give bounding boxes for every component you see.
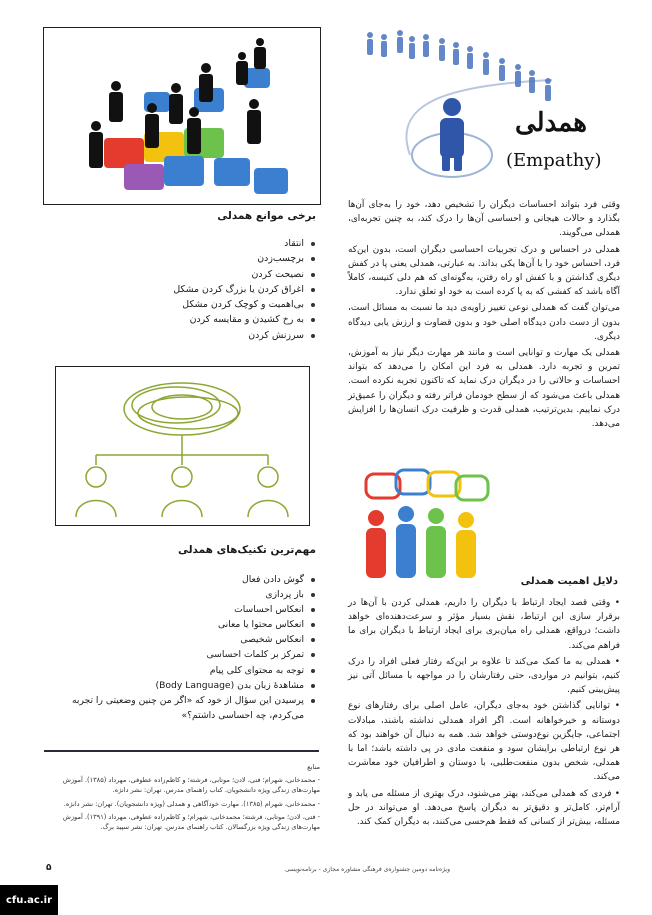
reference-item: - محمدخانی، شهرام؛ فتی، لادن؛ موتابی، فرشته؛ و کاظم‌زاده عطوفی، مهرداد (۱۳۸۵). آموزش مهارت‌های زندگی ویژه دانشجویان. کتاب راهنمای مدرس. تهران: نشر دانژه. (62, 776, 320, 795)
reason-paragraph: • فردی که همدلی می‌کند، بهتر می‌شنود، درک بهتری از مسئله می یابد و آرام‌تر، کامل‌تر و دقیق‌تر به دیگران پاسخ می‌دهد. او می‌تواند در حل مسئله، بیش‌تر از کسانی که فقط هم‌حسی می‌کنند، به دیگران کمک کند. (348, 788, 620, 828)
intro-text (348, 198, 620, 433)
list-item: انعکاس احساسات (44, 602, 316, 617)
page-number: ۵ (46, 863, 52, 873)
list-item: مشاهدهٔ زبان بدن (Body Language) (44, 678, 316, 693)
list-item: پرسیدن این سؤال از خود که «اگر من چنین وضعیتی را تجربه می‌کردم، چه احساسی داشتم؟» (44, 693, 316, 723)
reasons-heading: دلایل اهمیت همدلی (520, 576, 618, 587)
reasons-text (348, 596, 620, 831)
reason-paragraph: • همدلی به ما کمک می‌کند تا علاوه بر این‌که رفتار فعلی افراد را درک کنیم، بتوانیم در مواردی، حتی رفتارشان را در مواجهه با مسائل آتی نیز پیش‌بینی کنیم. (348, 656, 620, 696)
list-item: توجه به محتوای کلی پیام (44, 663, 316, 678)
page-title: همدلی (515, 108, 587, 138)
list-item: انعکاس شخیصی (44, 632, 316, 647)
list-item: گوش دادن فعال (44, 572, 316, 587)
list-item: نصیحت کردن (100, 267, 316, 282)
list-item: اغراق کردن یا بزرگ کردن مشکل (100, 282, 316, 297)
intro-paragraph: همدلی در احساس و درک تجربیات احساسی دیگران است، بدون این‌که فرد، احساس خود را با آن‌ها یکی بداند. به عبارتی، همدلی یعنی پا در کفش دیگری گذاشتن و با کفش او راه رفتن، به‌گونه‌ای که هم دلی کنیسه، کاملاً آگاه باشد که کفشی که به پا کرده است به خود او تعلق ندارد. (348, 244, 620, 298)
reference-item: - محمدخانی، شهرام (۱۳۸۵). مهارت خودآگاهی و همدلی (ویژه دانشجویان). تهران: نشر دانژه. (63, 799, 320, 808)
footer-text: ویژه‌نامه دومین جشنواره‌ی فرهنگی مشاوره مجازی - برنامه‌نویسی (284, 866, 450, 873)
list-item: بی‌اهمیت و کوچک کردن مشکل (100, 297, 316, 312)
list-item: برچسب‌زدن (100, 251, 316, 266)
techniques-list (44, 572, 316, 723)
puzzle-businessmen-illustration (43, 27, 321, 205)
intro-paragraph: وقتی فرد بتواند احساسات دیگران را تشخیص دهد، خود را به‌جای آن‌ها بگذارد و حالات هیجانی و احساسی آن‌ها را درک کند، به چنین تجربه‌ای، همدلی می‌گویند. (348, 200, 620, 239)
intro-paragraph: می‌توان گفت که همدلی نوعی تغییر زاویه‌ی دید ما نسبت به مسائل است، بدون از دست دادن دیدگاه اصلی خود و بدون قضاوت و ارزش یابی دیدگاه دیگری. (348, 303, 620, 342)
references (44, 762, 320, 835)
intro-paragraph: همدلی یک مهارت و توانایی است و مانند هر مهارت دیگر نیاز به آموزش، تمرین و تجربه دارد. همدلی به فرد این امکان را می‌دهد که بتواند احساسات و حالاتی را در دیگران درک نماید که تاکنون تجربه نکرده است. همدلی باعث می‌شود که از سطح خودمان فراتر رفته و دیگران را عمیق‌تر درک نماییم. بدین‌ترتیب، همدلی قدرت و ظرفیت درک انسان‌ها را افزایش می‌دهد. (348, 348, 620, 430)
page-subtitle-english: (Empathy) (506, 150, 602, 171)
thought-cloud-tree-illustration (55, 366, 310, 526)
list-item: تمرکز بر کلمات احساسی (44, 647, 316, 662)
watermark: cfu.ac.ir (0, 885, 58, 915)
reference-item: - فتی، لادن؛ موتابی، فرشته؛ محمدخانی، شهرام؛ و کاظم‌زاده عطوفی، مهرداد (۱۳۹۱). آموزش مهارت‌های زندگی ویژه بزرگسالان. کتاب راهنمای مدرس. تهران: نشر سپید برگ. (62, 812, 320, 832)
obstacles-list (100, 236, 316, 343)
obstacles-heading: برخی موانع همدلی (217, 210, 316, 222)
reason-paragraph: • وقتی قصد ایجاد ارتباط با دیگران را داریم، همدلی کردن با آن‌ها در برقرار سازی این ارتباط، نقش بسیار مؤثر و سرعت‌دهنده‌ای خواهد داشت؛ درواقع، همدلی راه میان‌بری برای ایجاد ارتباط با دیگران برای ما فراهم می‌کند. (348, 598, 620, 651)
list-item: باز پردازی (44, 587, 316, 602)
references-label: منابع (307, 763, 320, 771)
list-item: انعکاس محتوا یا معانی (44, 617, 316, 632)
list-item: انتقاد (100, 236, 316, 251)
list-item: به رخ کشیدن و مقایسه کردن (100, 312, 316, 327)
techniques-heading: مهم‌ترین تکنیک‌های همدلی (177, 544, 316, 556)
section-divider (44, 750, 319, 752)
reason-paragraph: • توانایی گذاشتن خود به‌جای دیگران، عامل اصلی برای رفتارهای نوع دوستانه و خیرخواهانه است. اگر افراد همدلی نداشته باشند، مبادلات اجتماعی، جایگزین نوع‌دوستی خواهد شد. همه به دنبال آن خواهند بود که هر نوع ارتباطی برایشان سود و منفعت مادی در پی داشته باشد؛ اما با همدلی، شخص بدون منفعت‌طلبی، با دوستان و اطرافیان خود معاشرت می‌کند. (348, 701, 620, 783)
list-item: سرزنش کردن (100, 328, 316, 343)
